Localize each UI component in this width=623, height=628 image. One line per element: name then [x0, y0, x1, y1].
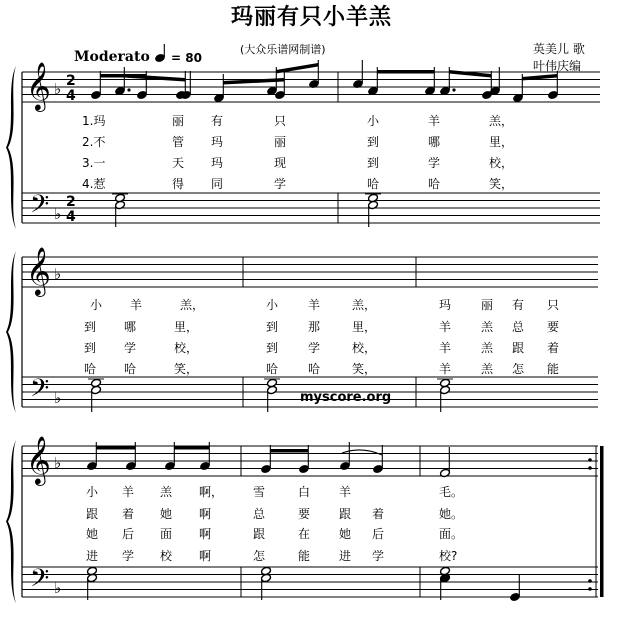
lyric-syllable: 笑， — [174, 362, 199, 376]
lyric-syllable: 校? — [439, 549, 458, 563]
lyric-syllable: 学 — [274, 177, 287, 191]
lyric-syllable: 面。 — [439, 527, 464, 541]
lyric-syllable: 小 — [367, 114, 380, 128]
lyric-syllable: 她 — [160, 507, 173, 521]
lyric-syllable: 丽 — [481, 298, 494, 312]
lyric-syllable: 校， — [352, 341, 377, 355]
repeat-dot — [588, 579, 592, 583]
lyric-syllable: 哈 — [367, 177, 380, 191]
repeat-dot — [588, 458, 592, 462]
lyric-syllable: 到 — [84, 341, 97, 355]
lyric-syllable: 啊 — [199, 527, 212, 541]
lyric-syllable: 羔， — [352, 298, 377, 312]
treble-clef-icon: 𝄞 — [26, 246, 51, 295]
tempo-marking: Moderato — [74, 49, 150, 65]
lyric-syllable: 小 — [266, 298, 279, 312]
lyric-syllable: 有 — [211, 114, 224, 128]
lyric-syllable: 哪 — [124, 320, 137, 334]
augmentation-dot — [127, 88, 130, 91]
time-signature-top: 2 — [66, 194, 76, 210]
lyric-syllable: 到 — [367, 156, 380, 170]
lyric-syllable: 哈 — [124, 362, 137, 376]
lyric-syllable: 小 — [90, 298, 103, 312]
lyric-syllable: 面 — [160, 527, 173, 541]
lyric-syllable: 学 — [372, 549, 385, 563]
lyric-syllable: 羔 — [481, 341, 494, 355]
lyric-syllable: 哈 — [428, 177, 441, 191]
lyric-syllable: 现 — [274, 156, 287, 170]
lyric-syllable: 4.惹 — [82, 177, 106, 191]
lyric-syllable: 丽 — [172, 114, 185, 128]
lyric-syllable: 丽 — [274, 135, 287, 149]
lyric-syllable: 总 — [512, 320, 525, 334]
flat-icon: ♭ — [54, 454, 62, 472]
lyric-syllable: 到 — [367, 135, 380, 149]
note-beam — [223, 78, 284, 85]
lyric-syllable: 羊 — [308, 298, 321, 312]
lyric-syllable: 里， — [352, 320, 377, 334]
lyric-syllable: 羔， — [489, 114, 514, 128]
lyric-syllable: 着 — [122, 507, 135, 521]
lyric-syllable: 进 — [86, 549, 99, 563]
lyric-syllable: 着 — [372, 507, 385, 521]
flat-icon: ♭ — [54, 80, 62, 98]
lyric-syllable: 校， — [174, 341, 199, 355]
lyric-syllable: 怎 — [253, 549, 266, 563]
lyric-syllable: 着 — [547, 341, 560, 355]
lyric-syllable: 羊 — [122, 485, 135, 499]
lyric-syllable: 羔 — [481, 362, 494, 376]
lyric-syllable: 总 — [253, 507, 266, 521]
lyric-syllable: 里， — [174, 320, 199, 334]
lyric-syllable: 要 — [547, 320, 560, 334]
arranger-credit: 叶伟庆编 — [533, 59, 582, 73]
lyric-syllable: 2.不 — [82, 135, 106, 149]
flat-icon: ♭ — [54, 265, 62, 283]
watermark: myscore.org — [300, 390, 392, 405]
lyric-syllable: 哪 — [428, 135, 441, 149]
lyric-syllable: 玛 — [439, 298, 452, 312]
lyric-syllable: 小 — [86, 485, 99, 499]
lyric-syllable: 羊 — [428, 114, 441, 128]
song-title: 玛丽有只小羊羔 — [230, 5, 392, 30]
lyric-syllable: 得 — [172, 177, 185, 191]
flat-icon: ♭ — [54, 579, 62, 597]
lyric-syllable: 学 — [124, 341, 137, 355]
bass-clef-icon: 𝄢 — [30, 374, 50, 409]
lyric-syllable: 羊 — [439, 320, 452, 334]
note-beam — [96, 446, 135, 450]
note-beam — [270, 449, 308, 453]
note-beam — [449, 70, 491, 78]
lyric-syllable: 羔， — [180, 298, 205, 312]
lyric-syllable: 啊 — [199, 549, 212, 563]
lyric-syllable: 能 — [298, 549, 311, 563]
lyric-syllable: 玛 — [211, 135, 224, 149]
bass-clef-icon: 𝄢 — [30, 190, 50, 225]
repeat-dot — [588, 587, 592, 591]
lyric-syllable: 她 — [86, 527, 99, 541]
lyric-syllable: 管 — [172, 135, 185, 149]
lyric-syllable: 跟 — [512, 341, 525, 355]
lyric-syllable: 只 — [547, 298, 560, 312]
repeat-dot — [588, 466, 592, 470]
lyric-syllable: 羊 — [339, 485, 352, 499]
slur-tie — [342, 450, 382, 455]
lyric-syllable: 校 — [160, 549, 173, 563]
lyric-syllable: 只 — [274, 114, 287, 128]
lyric-syllable: 1.玛 — [82, 114, 106, 128]
lyric-syllable: 进 — [339, 549, 352, 563]
treble-clef-icon: 𝄞 — [26, 435, 51, 484]
lyric-syllable: 同 — [211, 177, 224, 191]
source-credit: (大众乐谱网制谱) — [240, 43, 326, 56]
lyric-syllable: 到 — [266, 341, 279, 355]
time-signature-bottom: 4 — [66, 88, 76, 104]
augmentation-dot — [452, 88, 455, 91]
grand-staff-brace — [6, 66, 16, 229]
lyric-syllable: 里， — [489, 135, 514, 149]
lyric-syllable: 羔 — [481, 320, 494, 334]
lyric-syllable: 哈 — [308, 362, 321, 376]
lyric-syllable: 雪 — [253, 485, 266, 499]
lyric-syllable: 跟 — [86, 507, 99, 521]
lyric-syllable: 怎 — [512, 362, 525, 376]
bass-clef-icon: 𝄢 — [30, 564, 50, 599]
lyric-syllable: 3.一 — [82, 156, 106, 170]
lyric-syllable: 羔 — [160, 485, 173, 499]
lyric-syllable: 到 — [84, 320, 97, 334]
grand-staff-brace — [6, 251, 16, 413]
lyric-syllable: 羊 — [439, 341, 452, 355]
flat-icon: ♭ — [54, 205, 62, 223]
lyric-syllable: 笑， — [489, 177, 514, 191]
lyric-syllable: 哈 — [266, 362, 279, 376]
grand-staff-brace — [6, 440, 16, 603]
lyric-syllable: 在 — [298, 527, 311, 541]
lyric-syllable: 玛 — [211, 156, 224, 170]
lyric-syllable: 到 — [266, 320, 279, 334]
final-barline-thick — [600, 446, 604, 597]
lyric-syllable: 跟 — [253, 527, 266, 541]
time-signature-top: 2 — [66, 73, 76, 89]
note-beam — [100, 74, 146, 78]
lyric-syllable: 白 — [298, 485, 311, 499]
lyric-syllable: 有 — [512, 298, 525, 312]
note-beam — [377, 70, 434, 74]
time-signature-bottom: 4 — [66, 209, 76, 225]
lyric-syllable: 天 — [172, 156, 185, 170]
lyric-syllable: 笑， — [352, 362, 377, 376]
lyric-syllable: 学 — [308, 341, 321, 355]
lyric-syllable: 后 — [372, 527, 385, 541]
lyric-syllable: 羊 — [439, 362, 452, 376]
treble-clef-icon: 𝄞 — [26, 61, 51, 110]
lyric-syllable: 后 — [122, 527, 135, 541]
note-beam — [174, 446, 209, 450]
lyric-syllable: 啊， — [199, 485, 224, 499]
lyric-syllable: 毛。 — [439, 485, 464, 499]
lyric-syllable: 跟 — [339, 507, 352, 521]
metronome-value: = 80 — [171, 51, 202, 65]
lyric-syllable: 啊 — [199, 507, 212, 521]
lyric-syllable: 那 — [308, 320, 321, 334]
lyric-syllable: 要 — [298, 507, 311, 521]
lyric-syllable: 哈 — [84, 362, 97, 376]
lyric-syllable: 她 — [339, 527, 352, 541]
flat-icon: ♭ — [54, 389, 62, 407]
lyric-syllable: 她。 — [439, 507, 464, 521]
lyric-syllable: 羊 — [130, 298, 143, 312]
composer-credit: 英美儿 歌 — [533, 42, 585, 56]
lyric-syllable: 学 — [122, 549, 135, 563]
lyric-syllable: 学 — [428, 156, 441, 170]
lyric-syllable: 能 — [547, 362, 560, 376]
lyric-syllable: 校， — [489, 156, 514, 170]
